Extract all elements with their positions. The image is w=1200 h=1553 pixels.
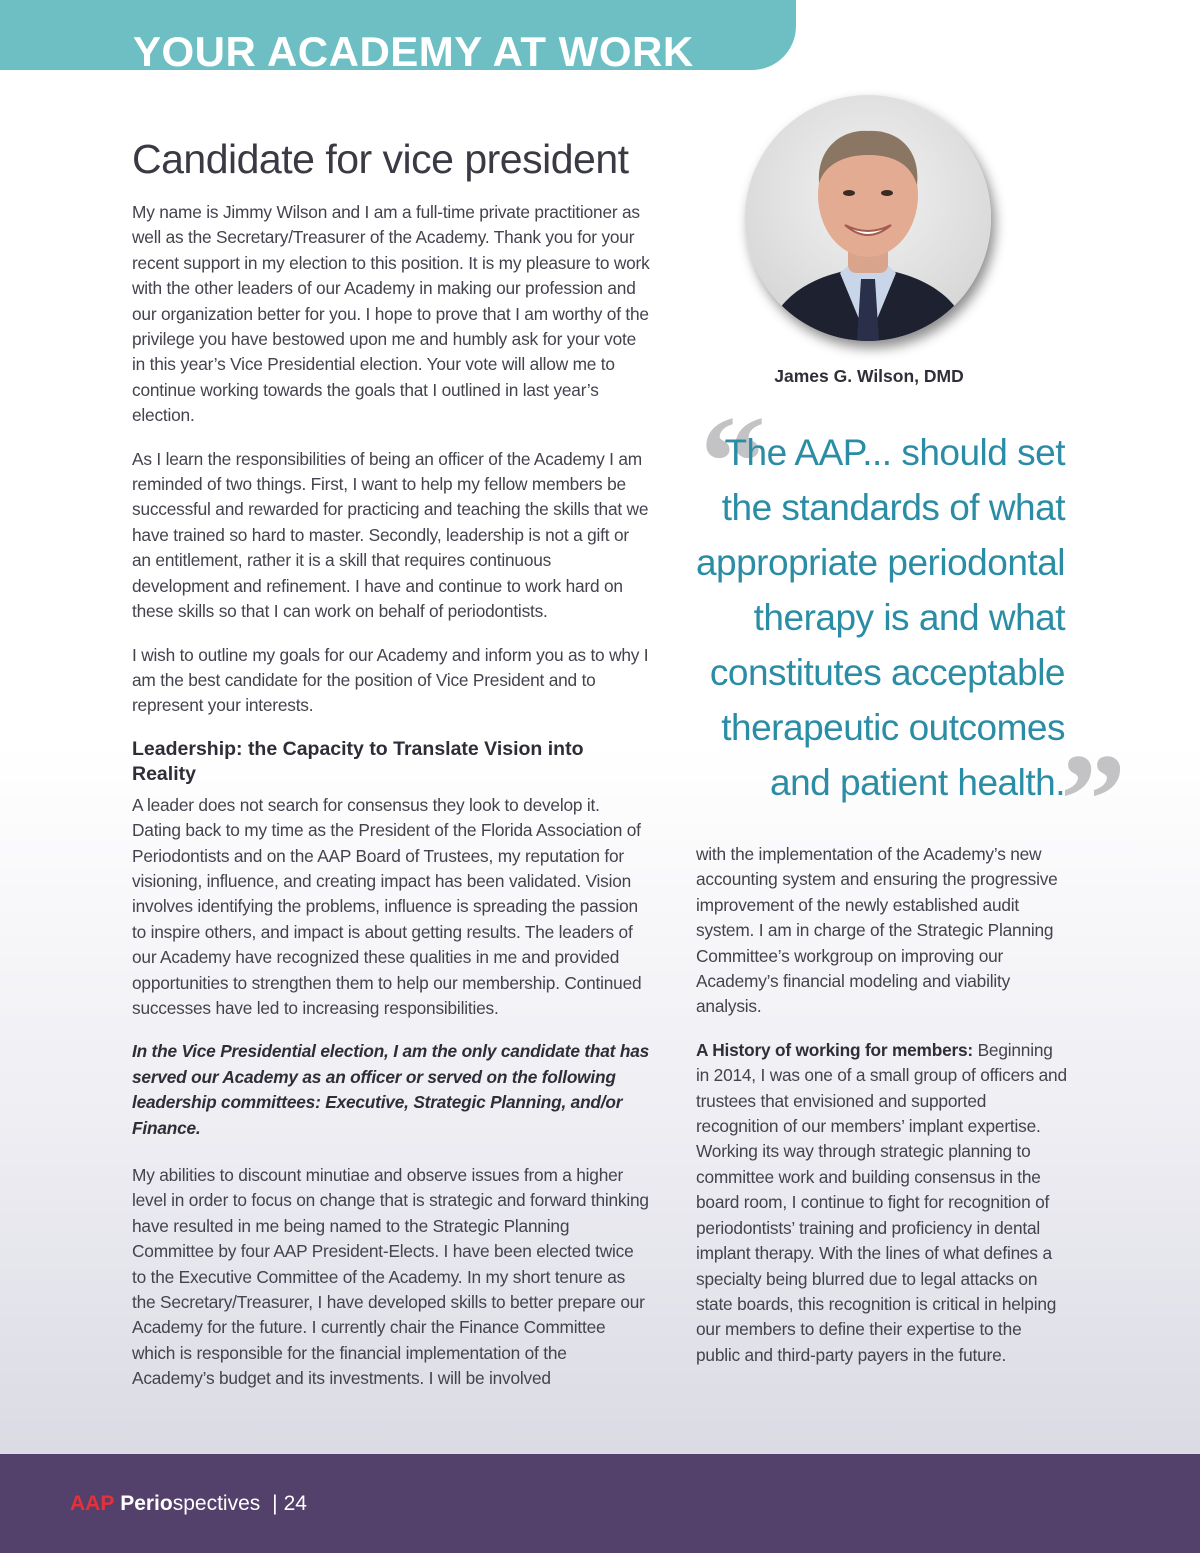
brand-perio: Perio — [120, 1492, 173, 1515]
right-column — [696, 842, 1068, 1386]
abilities-paragraph: My abilities to discount minutiae and observe issues from a higher level in order to focus on change that is strategic and forward thinking have resulted in me being named to the Strategic Planning Committee by four AAP President-Elects. I have been elected twice to the Executive Committee of the Academy. In my short tenure as the Secretary/Treasurer, I have developed skills to better prepare our Academy for the future. I currently chair the Finance Committee which is responsible for the financial implementation of the Academy’s budget and its investments. I will be involved — [132, 1165, 649, 1389]
emphasis-statement: In the Vice Presidential election, I am the only candidate that has served our Academy as an officer or served on the following leadership committees: Executive, Strategic Planning, and/or Finance. — [132, 1041, 650, 1138]
candidate-portrait — [745, 95, 991, 341]
intro-paragraph: My name is Jimmy Wilson and I am a full-time private practitioner as well as the Secretary/Treasurer of the Academy. Thank you for your recent support in my election to this position. It is my pleasure to work with the other leaders of our Academy in making our profession and our organization better for you. I hope to prove that I am worthy of the privilege you have bestowed upon me and humbly ask for your vote in this year’s Vice Presidential election. Your vote will allow me to continue working towards the goals that I outlined in last year’s election. — [132, 202, 650, 426]
goals-paragraph: I wish to outline my goals for our Academy and inform you as to why I am the best candidate for the position of Vice President and to represent your interests. — [132, 644, 649, 716]
leadership-subheading: Leadership: the Capacity to Translate Vision into Reality — [132, 737, 584, 785]
open-quote-mark: “ — [700, 388, 766, 535]
left-column — [132, 200, 652, 1410]
section-header-banner — [0, 0, 796, 70]
continuation-paragraph: with the implementation of the Academy’s new accounting system and ensuring the progressive improvement of the newly established audit system. I am in charge of the Strategic Planning Committee’s workgroup on improving our Academy’s financial modeling and viability analysis. — [696, 844, 1058, 1017]
history-text: Beginning in 2014, I was one of a small group of officers and trustees that envisioned and supported recognition of our members’ implant expertise. Working its way through strategic planning to committee work and building consensus in the board room, I continue to fight for recognition of periodontists’ training and proficiency in dental implant therapy. With the lines of what defines a specialty being blurred due to legal attacks on state boards, this recognition is critical in helping our members to define their expertise to the public and third-party payers in the future. — [696, 1039, 1067, 1365]
brand-aap: AAP — [70, 1492, 115, 1515]
section-title: YOUR ACADEMY AT WORK — [133, 28, 694, 70]
brand-spectives: spectives — [172, 1492, 261, 1515]
page-number: 24 — [283, 1492, 307, 1515]
responsibilities-paragraph: As I learn the responsibilities of being an officer of the Academy I am reminded of two things. First, I want to help my fellow members be successful and rewarded for practicing and teaching the skills that we have trained so hard to master. Secondly, leadership is not a gift or an entitlement, rather it is a skill that requires continuous development and refinement. I have and continue to work hard on these skills so that I can work on behalf of periodontists. — [132, 448, 649, 622]
history-lead: A History of working for members: — [696, 1039, 973, 1060]
history-paragraph — [696, 1038, 1068, 1368]
footer-brand — [70, 1492, 307, 1516]
article-title: Candidate for vice president — [132, 136, 629, 182]
leadership-paragraph: A leader does not search for consensus they look to develop it. Dating back to my time as the President of the Florida Association of Periodontists and on the AAP Board of Trustees, my reputation for visioning, influence, and creating impact has been validated. Vision involves identifying the problems, influence is spreading the passion to inspire others, and impact is about getting results. The leaders of our Academy have recognized these qualities in me and provided opportunities to strengthen them to help our membership. Continued successes have led to increasing responsibilities. — [132, 794, 642, 1018]
portrait-illustration — [745, 95, 991, 341]
footer-separator: | — [272, 1492, 278, 1515]
portrait-caption: James G. Wilson, DMD — [774, 366, 964, 386]
close-quote-mark: ” — [1060, 726, 1126, 873]
pull-quote: The AAP... should set the standards of what appropriate periodontal therapy is and what constitutes acceptable therapeutic outcomes and patient health. — [695, 432, 1065, 803]
